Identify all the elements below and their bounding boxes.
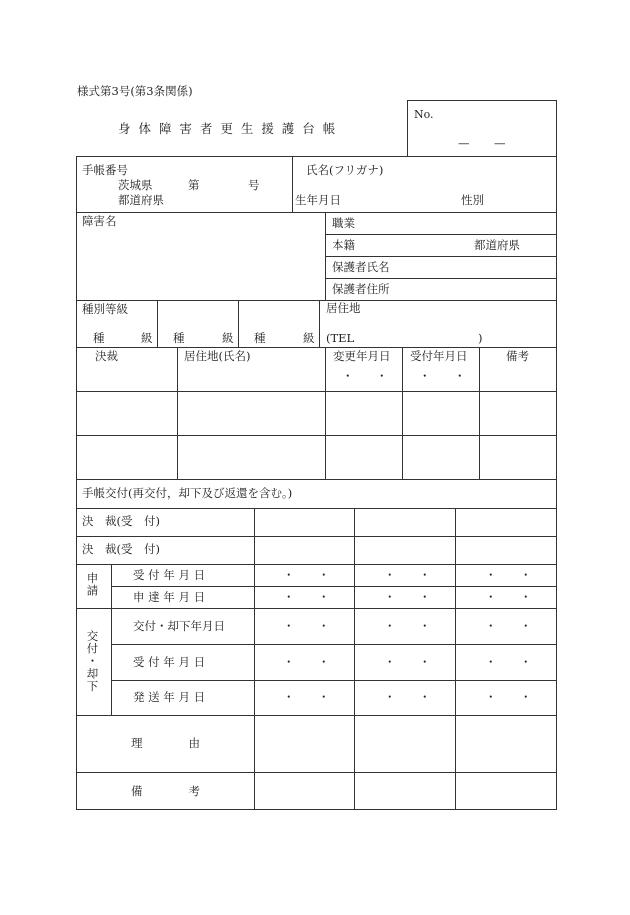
- domicile-prefecture-label: 都道府県: [474, 238, 520, 252]
- handbook-number-label: 手帳番号: [82, 163, 128, 177]
- guardian-address-label: 保護者住所: [332, 282, 390, 296]
- date-dot: ・: [485, 619, 497, 633]
- date-dot: ・: [318, 690, 330, 704]
- date-dot: ・: [419, 655, 431, 669]
- application-group-label: 申請: [85, 572, 100, 597]
- receipt-date-column-header: 受付年月日: [410, 349, 468, 363]
- date-dot: ・: [283, 655, 295, 669]
- date-dot: ・: [419, 690, 431, 704]
- date-dot: ・: [485, 590, 497, 604]
- birthdate-label: 生年月日: [295, 193, 341, 207]
- ibaraki-label: 茨城県: [118, 178, 153, 192]
- date-dot: ・: [485, 690, 497, 704]
- issue-reject-group-label: 交付・却下: [85, 630, 100, 693]
- date-dot: ・: [520, 655, 532, 669]
- remarks-label: 備 考: [131, 784, 200, 798]
- decision-receipt-label-1: 決 裁(受 付): [82, 514, 160, 528]
- date-dot: ・: [283, 568, 295, 582]
- date-dot: ・: [318, 590, 330, 604]
- decision-column-header: 決裁: [95, 349, 118, 363]
- issuance-heading: 手帳交付(再交付，却下及び返還を含む。): [82, 486, 293, 500]
- form-label: 様式第3号(第3条関係): [77, 84, 193, 98]
- number-dash-2: —: [494, 136, 506, 150]
- occupation-label: 職業: [332, 216, 355, 230]
- date-dot: ・: [419, 590, 431, 604]
- number-dash-1: —: [458, 136, 470, 150]
- disability-name-label: 障害名: [82, 214, 117, 228]
- date-dot: ・: [485, 655, 497, 669]
- date-dot: ・: [384, 655, 396, 669]
- date-dot: ・: [419, 619, 431, 633]
- decision-receipt-label-2: 決 裁(受 付): [82, 542, 160, 556]
- grade-shu-3: 種: [254, 331, 266, 345]
- number-label: No.: [414, 108, 434, 121]
- grade-label: 種別等級: [82, 302, 128, 316]
- date-dot: ・: [419, 369, 431, 383]
- grade-shu-1: 種: [93, 331, 105, 345]
- residence-name-column-header: 居住地(氏名): [184, 349, 251, 363]
- date-dot: ・: [283, 690, 295, 704]
- reason-label: 理 由: [131, 736, 200, 750]
- go-label: 号: [248, 178, 260, 192]
- dispatch-date-label: 発 送 年 月 日: [133, 690, 206, 704]
- remarks-column-header: 備考: [506, 349, 529, 363]
- date-dot: ・: [283, 619, 295, 633]
- page-title: 身 体 障 害 者 更 生 援 護 台 帳: [118, 121, 338, 136]
- change-date-column-header: 変更年月日: [333, 349, 391, 363]
- date-dot: ・: [419, 568, 431, 582]
- date-dot: ・: [485, 568, 497, 582]
- prefecture-label: 都道府県: [118, 193, 164, 207]
- dai-label: 第: [188, 178, 200, 192]
- grade-kyu-3: 級: [303, 331, 315, 345]
- date-dot: ・: [384, 568, 396, 582]
- date-dot: ・: [520, 690, 532, 704]
- application-forward-date-label: 申 達 年 月 日: [133, 590, 206, 604]
- date-dot: ・: [376, 369, 388, 383]
- sex-label: 性別: [461, 193, 484, 207]
- date-dot: ・: [520, 568, 532, 582]
- residence-label: 居住地: [326, 301, 361, 315]
- application-receipt-date-label: 受 付 年 月 日: [133, 568, 206, 582]
- date-dot: ・: [520, 590, 532, 604]
- name-furigana-label: 氏名(フリガナ): [306, 163, 384, 177]
- grade-kyu-2: 級: [222, 331, 234, 345]
- date-dot: ・: [283, 590, 295, 604]
- date-dot: ・: [318, 619, 330, 633]
- tel-close: ): [478, 331, 483, 345]
- date-dot: ・: [318, 568, 330, 582]
- grade-shu-2: 種: [173, 331, 185, 345]
- issue-reject-date-label: 交付・却下年月日: [133, 619, 225, 633]
- guardian-name-label: 保護者氏名: [332, 260, 390, 274]
- domicile-label: 本籍: [332, 238, 355, 252]
- tel-label: (TEL: [326, 331, 355, 345]
- date-dot: ・: [342, 369, 354, 383]
- date-dot: ・: [454, 369, 466, 383]
- date-dot: ・: [520, 619, 532, 633]
- date-dot: ・: [384, 590, 396, 604]
- grade-kyu-1: 級: [141, 331, 153, 345]
- issue-receipt-date-label: 受 付 年 月 日: [133, 655, 206, 669]
- date-dot: ・: [384, 690, 396, 704]
- form-body: [76, 156, 557, 810]
- date-dot: ・: [318, 655, 330, 669]
- date-dot: ・: [384, 619, 396, 633]
